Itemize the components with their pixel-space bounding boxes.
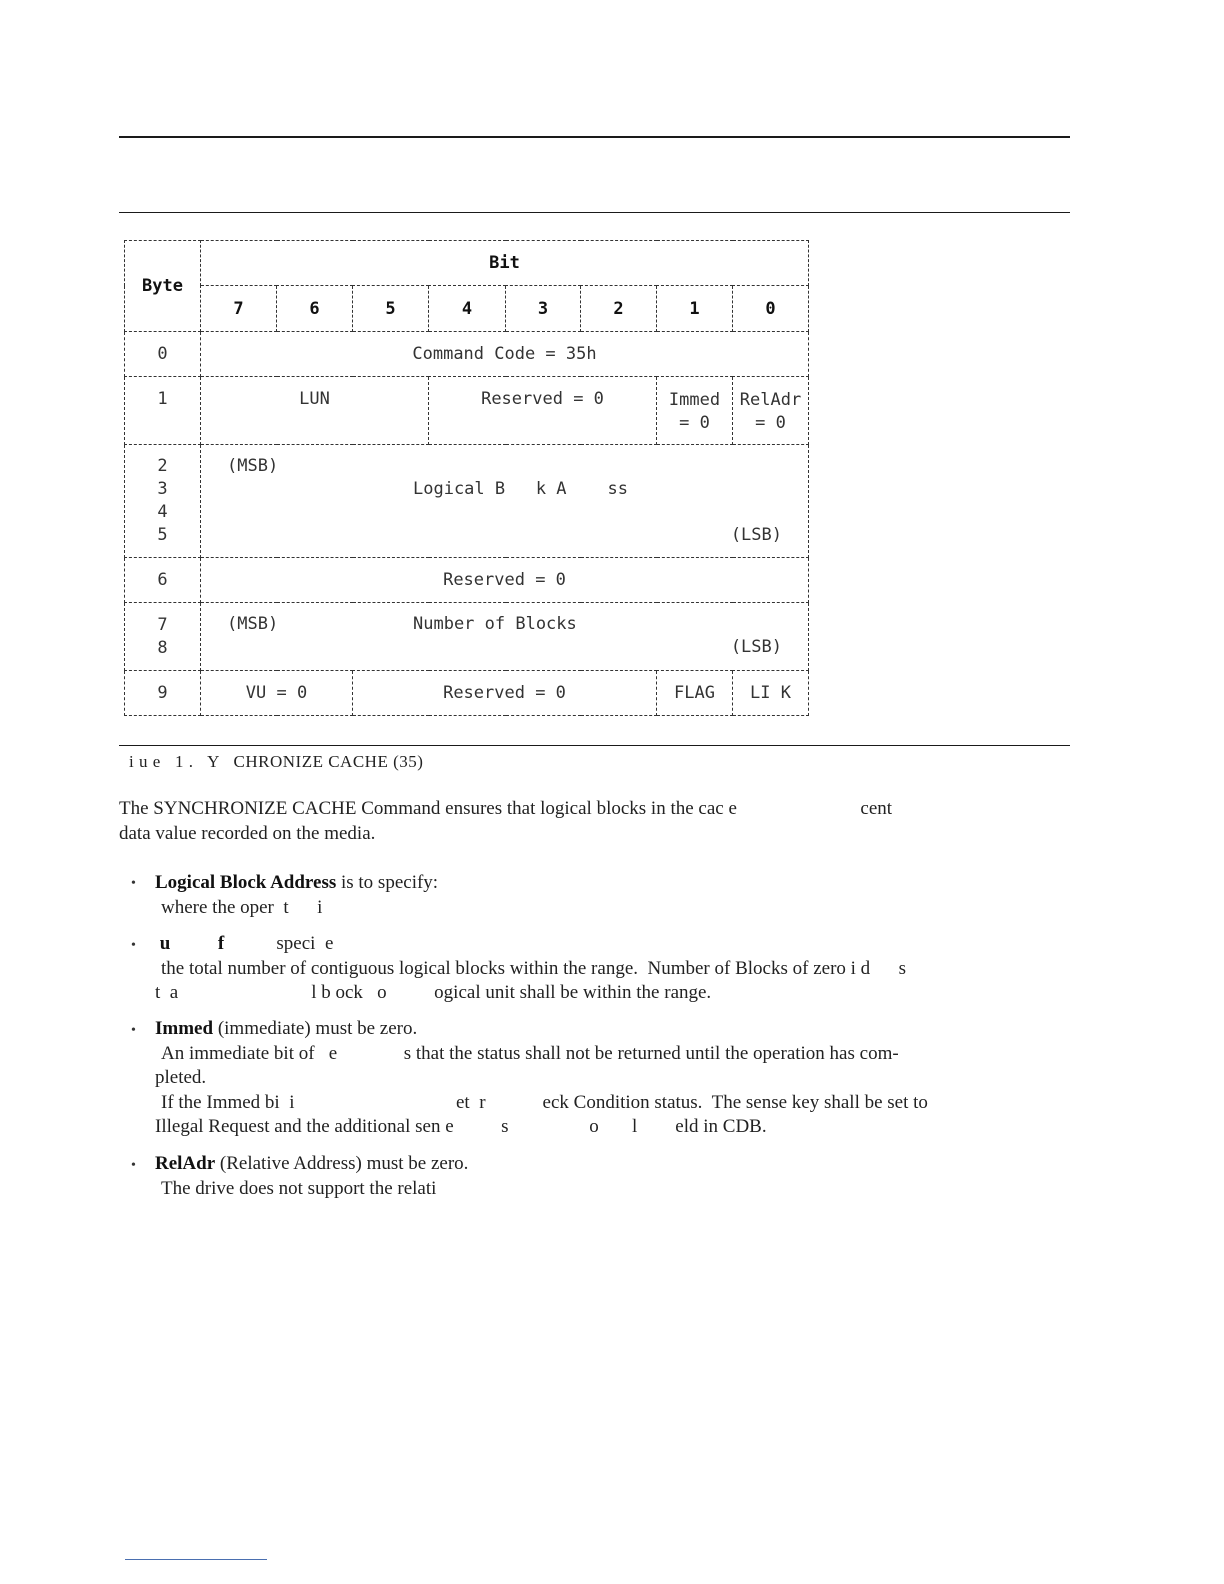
lun-field: LUN (201, 377, 429, 445)
lba-lsb: (LSB) (730, 525, 782, 545)
number-of-blocks-field (201, 603, 809, 671)
byte-6: 6 (125, 558, 201, 603)
reladr-value: = 0 (755, 413, 786, 433)
intro-paragraph (119, 797, 1070, 846)
immed-label: Immed (668, 390, 721, 410)
bullet-line: where the oper t i (161, 896, 323, 918)
term-desc: (Relative Address) must be zero. (215, 1153, 469, 1174)
reserved-field-byte6: Reserved = 0 (201, 558, 809, 603)
term-desc: (immediate) must be zero. (213, 1018, 418, 1039)
bullet-reladr (155, 1152, 1070, 1201)
nob-label: Number of Blocks (413, 614, 577, 634)
bit-7: 7 (201, 286, 277, 332)
nob-msb: (MSB) (227, 614, 279, 634)
bullet-icon: • (131, 876, 136, 891)
bit-0: 0 (733, 286, 809, 332)
lba-label: Logical B k A ss (413, 479, 628, 499)
bit-5: 5 (353, 286, 429, 332)
bullet-line: the total number of contiguous logical blocks within the range. Number of Blocks of zero i d s (161, 957, 907, 979)
logical-block-address-field (201, 445, 809, 558)
bullet-line: pleted. (155, 1067, 207, 1088)
bullet-line: If the Immed bi i et r eck Condition status. The sense key shall be set to (161, 1091, 928, 1113)
bullet-number-of-blocks (155, 932, 1070, 1006)
intro-line-1: The SYNCHRONIZE CACHE Command ensures that logical blocks in the cac e cent (119, 798, 893, 819)
bullet-line: t a l b ock o ogical unit shall be within the range. (155, 982, 712, 1003)
term-reladr: RelAdr (155, 1153, 216, 1174)
command-code-field: Command Code = 35h (201, 332, 809, 377)
figure-rule (119, 745, 1070, 746)
term-immed: Immed (155, 1018, 214, 1039)
term-desc: is to specify: (336, 872, 439, 893)
bytes-2-5 (125, 445, 201, 558)
flag-field: FLAG (657, 671, 733, 716)
top-rule (119, 136, 1070, 138)
header-rule (119, 212, 1070, 213)
bullet-immed (155, 1017, 1070, 1140)
term-number-of-blocks: u f (155, 933, 225, 954)
vu-field: VU = 0 (201, 671, 353, 716)
byte-5: 5 (157, 525, 168, 545)
byte-8: 8 (157, 637, 168, 658)
link-field: LI K (733, 671, 809, 716)
byte-4: 4 (157, 502, 168, 522)
bullet-logical-block-address (155, 871, 1070, 920)
bit-6: 6 (277, 286, 353, 332)
bullet-line: An immediate bit of e s that the status shall not be returned until the operation has com- (161, 1042, 899, 1064)
lba-msb: (MSB) (227, 456, 279, 476)
byte-9: 9 (125, 671, 201, 716)
intro-line-2: data value recorded on the media. (119, 822, 376, 844)
bit-3: 3 (506, 286, 581, 332)
immed-field (657, 377, 733, 445)
reladr-field (733, 377, 809, 445)
figure-caption: i u e 1 . Y CHRONIZE CACHE (35) (129, 752, 424, 771)
byte-7: 7 (157, 614, 168, 635)
bullet-icon: • (131, 1158, 136, 1173)
nob-lsb: (LSB) (730, 637, 782, 657)
bytes-7-8 (125, 603, 201, 671)
bullet-icon: • (131, 938, 136, 953)
term-logical-block-address: Logical Block Address (155, 872, 337, 893)
bullet-icon: • (131, 1023, 136, 1038)
reserved-field-byte9: Reserved = 0 (353, 671, 657, 716)
bullet-line: Illegal Request and the additional sen e s o l eld in CDB. (155, 1116, 767, 1137)
footer-rule (125, 1559, 267, 1560)
bit-2: 2 (581, 286, 657, 332)
byte-0: 0 (125, 332, 201, 377)
byte-1: 1 (125, 377, 201, 445)
bullet-line: The drive does not support the relati (161, 1177, 437, 1199)
byte-3: 3 (157, 479, 168, 499)
bit-4: 4 (429, 286, 506, 332)
byte-2: 2 (157, 456, 168, 476)
byte-header: Byte (125, 241, 201, 332)
cdb-table (124, 240, 809, 716)
reladr-label: RelAdr (739, 390, 802, 410)
term-desc: speci e (224, 933, 334, 954)
reserved-field-byte1: Reserved = 0 (429, 377, 657, 445)
bit-1: 1 (657, 286, 733, 332)
immed-value: = 0 (679, 413, 710, 433)
bit-header: Bit (201, 241, 809, 286)
